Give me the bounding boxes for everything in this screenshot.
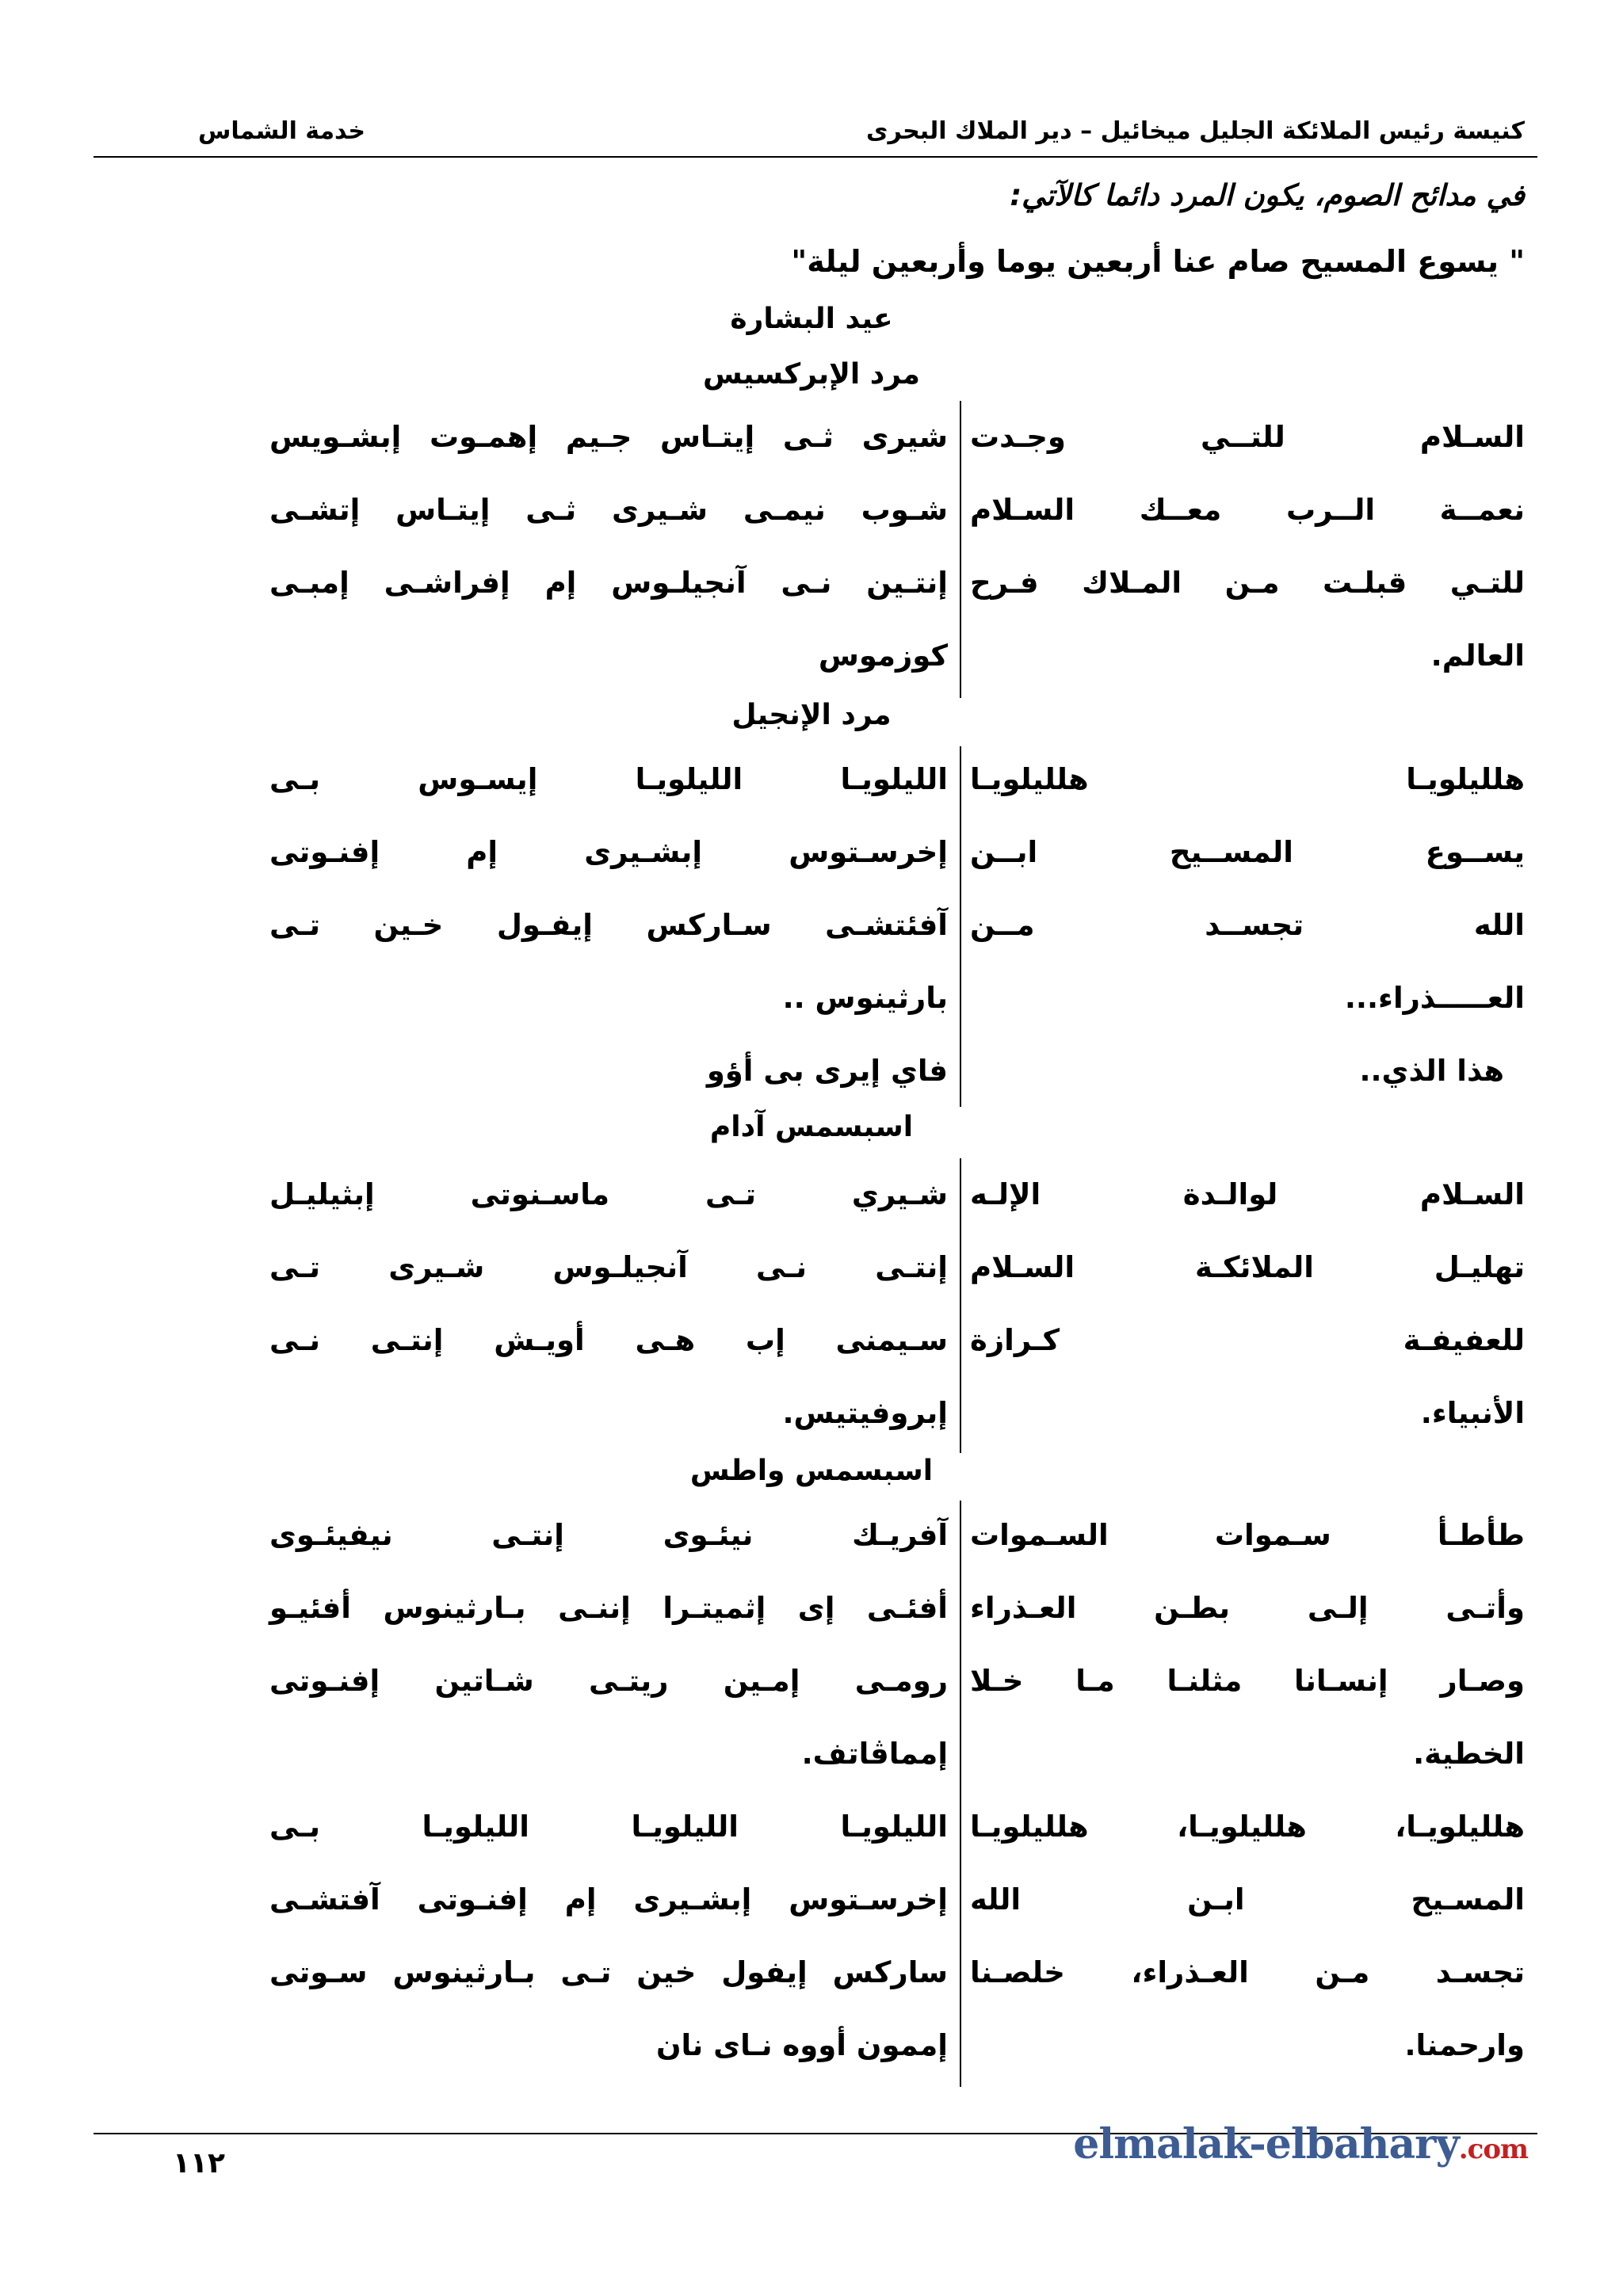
gospel-row-4-coptic: بارثينوس .. <box>782 981 948 1015</box>
heading-adam: اسبسمس آدام <box>709 1111 914 1143</box>
praxis-row-2-arabic: نعمــة الــرب معــك السـلام <box>970 493 1525 527</box>
header-section-title: خدمة الشماس <box>198 117 366 145</box>
heading-praxis: مرد الإبركسيس <box>703 358 920 391</box>
watos-row-4-arabic: الخطية. <box>1413 1737 1525 1771</box>
adam-row-4-coptic: إبروفيتيس. <box>782 1396 948 1430</box>
page-number: ١١٢ <box>173 2147 225 2180</box>
site-logo-tld: .com <box>1458 2134 1528 2165</box>
header-church-name: كنيسة رئيس الملائكة الجليل ميخائيل – دير الملاك البحرى <box>865 117 1525 145</box>
praxis-row-1-arabic: السـلام للتــي وجـدت <box>970 420 1525 454</box>
watos-row-3-arabic: وصـار إنسـانا مثلنـا مـا خـلا <box>970 1664 1525 1698</box>
watos-row-6-arabic: المسـيح ابـن الله <box>970 1882 1525 1917</box>
header-divider <box>94 156 1537 158</box>
adam-row-3-arabic: للعفيفـة كـرازة <box>970 1323 1525 1357</box>
watos-row-1-arabic: طأطـأ سـموات السـموات <box>970 1518 1525 1552</box>
gospel-row-5-arabic: هذا الذي.. <box>1359 1054 1504 1088</box>
watos-row-6-coptic: إخرسـتوس إبشـيرى إم إفنـوتى آفتشـى <box>269 1882 948 1917</box>
column-divider-watos <box>960 1501 961 2087</box>
praxis-row-1-coptic: شيرى ثـى إيتـاس جـيم إهمـوت إبشـويس <box>269 420 948 454</box>
column-divider-adam <box>960 1158 961 1453</box>
praxis-row-3-arabic: للتـي قبلـت مـن المـلاك فـرح <box>970 566 1525 600</box>
watos-row-7-coptic: ساركس إيفول خين تـى بـارثينوس سـوتى <box>269 1955 948 1989</box>
praxis-row-2-coptic: شـوب نيمـى شـيرى ثـى إيتـاس إتشـى <box>269 493 948 527</box>
watos-row-8-arabic: وارحمنا. <box>1404 2028 1525 2062</box>
adam-row-2-coptic: إنتـى نـى آنجيلـوس شـيرى تـى <box>269 1250 948 1284</box>
heading-gospel: مرد الإنجيل <box>731 699 892 731</box>
adam-row-3-coptic: سـيمنى إب هـى أويـش إنتـى نـى <box>269 1323 948 1357</box>
adam-row-4-arabic: الأنبياء. <box>1420 1396 1525 1430</box>
gospel-row-5-coptic: فاي إيرى بى أؤو <box>706 1054 948 1088</box>
watos-row-3-coptic: رومـى إمـين ريتـى شـاتين إفنـوتى <box>269 1664 948 1698</box>
watos-row-5-coptic: الليلويـا الليلويـا الليلويـا بـى <box>269 1810 948 1844</box>
adam-row-1-arabic: السـلام لوالـدة الإلـه <box>970 1177 1525 1211</box>
heading-feast: عيد البشارة <box>730 303 893 335</box>
intro-response: " يسوع المسيح صام عنا أربعين يوما وأربعين ليلة" <box>791 244 1525 279</box>
watos-row-7-arabic: تجسـد مـن العـذراء، خلصـنا <box>970 1955 1525 1989</box>
gospel-row-2-coptic: إخرسـتوس إبشـيرى إم إفنـوتى <box>269 835 948 869</box>
gospel-row-2-arabic: يســوع المســيح ابــن <box>970 835 1525 869</box>
watos-row-2-coptic: أفئـى إى إثميتـرا إننـى بـارثينوس أفئيـو <box>269 1591 948 1625</box>
intro-note: في مدائح الصوم، يكون المرد دائما كالآتي: <box>1010 178 1525 212</box>
praxis-row-4-arabic: العالم. <box>1430 639 1525 673</box>
gospel-row-4-arabic: العـــــذراء... <box>1344 981 1525 1015</box>
gospel-row-1-arabic: هلليلويـا هلليلويـا <box>970 762 1525 796</box>
site-logo <box>1073 2120 1528 2168</box>
adam-row-2-arabic: تهليـل الملائكـة السـلام <box>970 1250 1525 1284</box>
heading-watos: اسبسمس واطس <box>689 1455 934 1487</box>
watos-row-2-arabic: وأتـى إلـى بطـن العـذراء <box>970 1591 1525 1625</box>
watos-row-4-coptic: إمماڤاتف. <box>801 1737 948 1771</box>
adam-row-1-coptic: شـيري تـى ماسـنوتى إبثيليـل <box>269 1177 948 1211</box>
gospel-row-3-coptic: آفئتشـى سـاركس إيفـول خـين تـى <box>269 908 948 942</box>
watos-row-8-coptic: إممون أووه نـاى نان <box>655 2028 948 2062</box>
column-divider-praxis <box>960 401 961 698</box>
watos-row-1-coptic: آفريـك نيئـوى إنتـى نيفيئـوى <box>269 1518 948 1552</box>
site-logo-name: elmalak-elbahary <box>1073 2120 1459 2168</box>
praxis-row-3-coptic: إنتـين نـى آنجيلـوس إم إفراشـى إمبـى <box>269 566 948 600</box>
praxis-row-4-coptic: كوزموس <box>818 639 948 673</box>
gospel-row-3-arabic: الله تجســد مــن <box>970 908 1525 942</box>
column-divider-gospel <box>960 746 961 1107</box>
watos-row-5-arabic: هلليلويـا، هلليلويـا، هلليلويـا <box>970 1810 1525 1844</box>
gospel-row-1-coptic: الليلويـا الليلويـا إيسـوس بـى <box>269 762 948 796</box>
